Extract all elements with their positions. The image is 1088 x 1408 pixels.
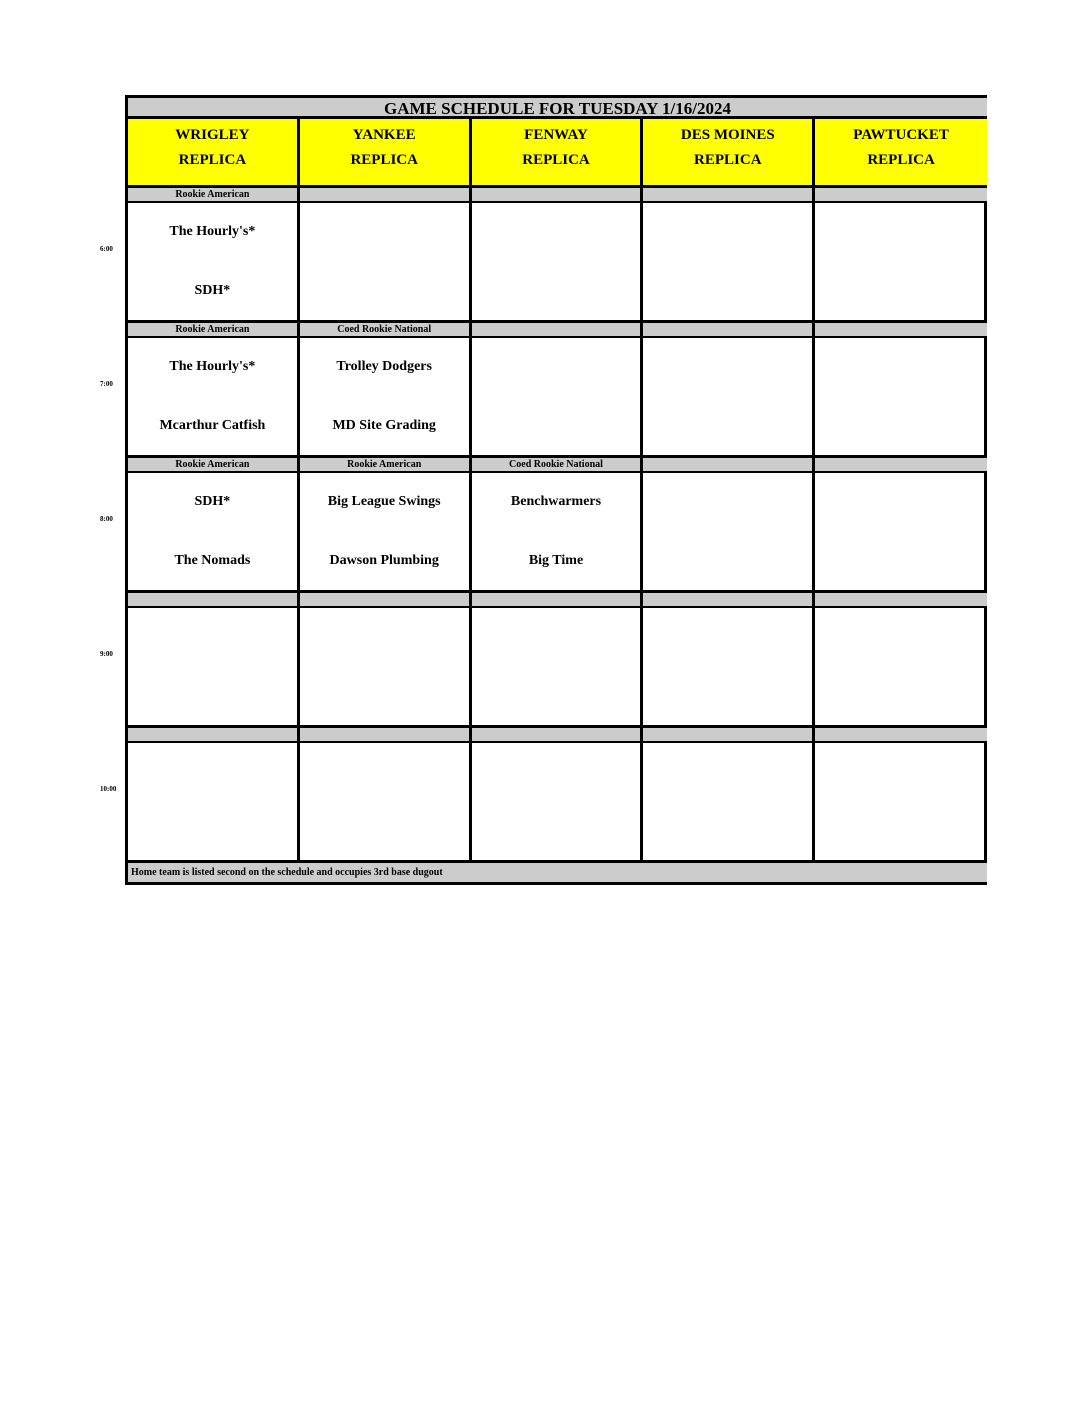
time-slot — [100, 593, 987, 728]
game-cell — [472, 338, 644, 455]
away-team: Trolley Dodgers — [336, 359, 432, 374]
game-cell — [300, 473, 472, 590]
division-label — [472, 323, 644, 336]
division-label — [643, 728, 815, 741]
game-cell — [472, 203, 644, 320]
away-team: The Hourly's* — [169, 224, 256, 239]
stadium-subtitle: REPLICA — [178, 152, 247, 168]
game-row — [100, 203, 987, 323]
game-cell — [815, 608, 987, 725]
time-slot — [100, 728, 987, 863]
division-label — [300, 728, 472, 741]
game-cell — [643, 338, 815, 455]
game-cell — [300, 338, 472, 455]
time-slot — [100, 323, 987, 458]
game-cell — [815, 743, 987, 860]
game-cell — [472, 743, 644, 860]
game-cell — [300, 608, 472, 725]
home-team: Big Time — [528, 553, 584, 568]
time-label: 10:00 — [100, 785, 117, 793]
time-label: 7:00 — [100, 380, 113, 388]
time-label: 6:00 — [100, 245, 113, 253]
schedule-title: GAME SCHEDULE FOR TUESDAY 1/16/2024 — [125, 95, 987, 119]
home-team: The Nomads — [174, 553, 251, 568]
time-slot — [100, 458, 987, 593]
division-row — [125, 728, 987, 743]
stadium-header-row — [125, 119, 987, 188]
stadium-subtitle: REPLICA — [694, 152, 762, 168]
game-cell — [472, 473, 644, 590]
home-team: Dawson Plumbing — [329, 553, 439, 568]
division-label — [300, 188, 472, 201]
game-row — [100, 608, 987, 728]
stadium-subtitle: REPLICA — [350, 152, 418, 168]
time-slot — [100, 188, 987, 323]
schedule-sheet — [100, 95, 987, 885]
division-label: Rookie American — [128, 323, 300, 336]
game-cell — [815, 203, 987, 320]
game-row — [100, 338, 987, 458]
game-row — [100, 473, 987, 593]
stadium-header — [128, 119, 300, 185]
stadium-header — [815, 119, 987, 185]
away-team: Benchwarmers — [510, 494, 602, 509]
stadium-name: PAWTUCKET — [853, 127, 949, 143]
game-cell — [643, 608, 815, 725]
game-cell — [643, 473, 815, 590]
division-label — [815, 593, 987, 606]
game-cell — [128, 203, 300, 320]
division-label — [643, 593, 815, 606]
stadium-header — [643, 119, 815, 185]
division-label — [815, 188, 987, 201]
division-label: Coed Rookie National — [300, 323, 472, 336]
game-cell — [128, 473, 300, 590]
away-team: The Hourly's* — [169, 359, 256, 374]
division-label — [128, 593, 300, 606]
stadium-name: YANKEE — [352, 127, 416, 143]
stadium-subtitle: REPLICA — [522, 152, 590, 168]
division-label — [472, 728, 644, 741]
division-label — [815, 728, 987, 741]
stadium-name: WRIGLEY — [175, 127, 250, 143]
stadium-header — [472, 119, 644, 185]
away-team: Big League Swings — [327, 494, 441, 509]
division-row — [125, 593, 987, 608]
division-label — [300, 593, 472, 606]
division-label — [643, 188, 815, 201]
division-label: Rookie American — [128, 188, 300, 201]
division-row — [125, 188, 987, 203]
game-cell — [643, 743, 815, 860]
game-cell — [300, 203, 472, 320]
home-team: MD Site Grading — [332, 418, 436, 433]
division-label — [815, 458, 987, 471]
division-label — [643, 458, 815, 471]
division-row — [125, 323, 987, 338]
stadium-subtitle: REPLICA — [867, 152, 935, 168]
time-slots — [100, 188, 987, 863]
home-team: SDH* — [194, 283, 231, 298]
game-cell — [128, 608, 300, 725]
game-cell — [300, 743, 472, 860]
game-cell — [815, 473, 987, 590]
division-label: Coed Rookie National — [472, 458, 644, 471]
stadium-header — [300, 119, 472, 185]
game-cell — [128, 743, 300, 860]
game-row — [100, 743, 987, 863]
stadium-name: FENWAY — [524, 127, 588, 143]
division-label — [128, 728, 300, 741]
stadium-name: DES MOINES — [680, 127, 775, 143]
game-cell — [815, 338, 987, 455]
division-label — [815, 323, 987, 336]
division-label: Rookie American — [300, 458, 472, 471]
time-label: 9:00 — [100, 650, 113, 658]
game-cell — [472, 608, 644, 725]
game-cell — [643, 203, 815, 320]
home-team: Mcarthur Catfish — [159, 418, 266, 433]
division-label — [472, 188, 644, 201]
game-cell — [128, 338, 300, 455]
division-label — [472, 593, 644, 606]
away-team: SDH* — [194, 494, 231, 509]
schedule-footnote: Home team is listed second on the schedule and occupies 3rd base dugout — [125, 863, 987, 885]
division-row — [125, 458, 987, 473]
division-label: Rookie American — [128, 458, 300, 471]
time-label: 8:00 — [100, 515, 113, 523]
division-label — [643, 323, 815, 336]
